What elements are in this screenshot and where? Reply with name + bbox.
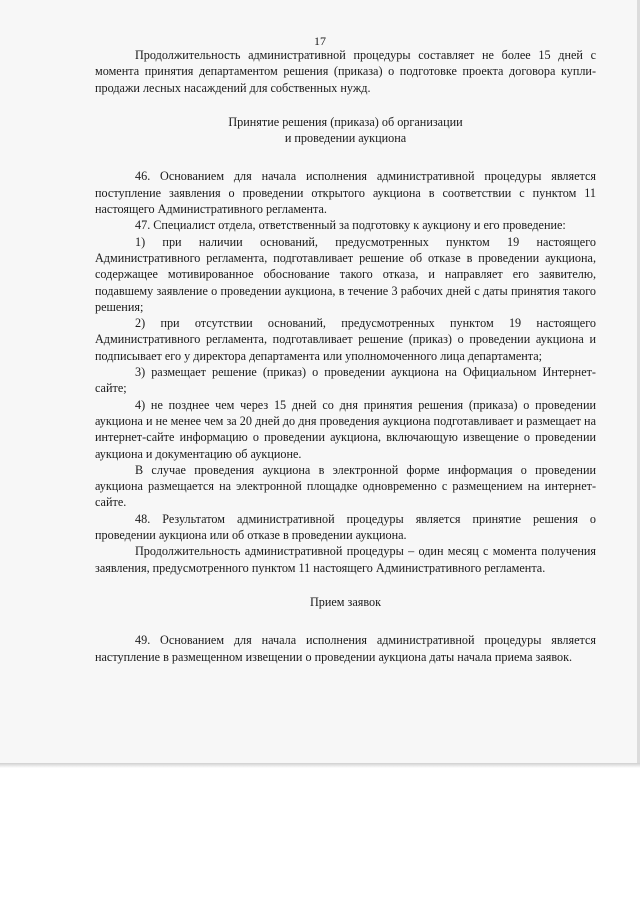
section-heading-applications: Прием заявок — [309, 594, 382, 609]
paragraph-47-item-2: 2) при отсутствии оснований, предусмотренных пунктом 19 настоящего Административного регламента, подготавливает решение (приказ) о проведении аукциона и подписывает его у директора департамента или уполномоченного лица департамента; — [95, 316, 596, 363]
paragraph-46: 46. Основанием для начала исполнения административной процедуры является поступление заявления о проведении открытого аукциона в соответствии с пунктом 11 настоящего Административного регламента. — [95, 169, 596, 217]
paragraph-49: 49. Основанием для начала исполнения административной процедуры является наступление в размещенном извещении о проведении аукциона даты начала приема заявок. — [95, 633, 596, 664]
document-body — [95, 47, 596, 665]
paragraph-47-electronic: В случае проведения аукциона в электронной форме информация о проведении аукциона размещается на электронной площадке одновременно с размещением на интернет-сайте. — [95, 462, 596, 510]
section-heading-auction-line1: Принятие решения (приказа) об организации — [228, 114, 463, 129]
page-bottom-shadow — [0, 763, 640, 768]
section-heading-auction-line2: и проведении аукциона — [284, 131, 407, 146]
paragraph-intro: Продолжительность административной процедуры составляет не более 15 дней с момента принятия департаментом решения (приказа) о подготовке проекта договора купли-продажи лесных насаждений для собственных нужд. — [95, 48, 596, 95]
paragraph-48: 48. Результатом административной процедуры является принятие решения о проведении аукциона или об отказе в проведении аукциона. — [95, 511, 596, 543]
page-number: 17 — [314, 34, 326, 48]
paragraph-47: 47. Специалист отдела, ответственный за подготовку к аукциону и его проведение: — [135, 218, 566, 233]
paragraph-47-item-4: 4) не позднее чем через 15 дней со дня принятия решения (приказа) о проведении аукциона и не менее чем за 20 дней до дня проведения аукциона подготавливает и размещает на интернет-сайте информацию о проведении аукциона, включающую извещение о проведении аукциона и документацию об аукционе. — [95, 397, 596, 461]
paragraph-47-item-3: 3) размещает решение (приказ) о проведении аукциона на Официальном Интернет-сайте; — [95, 365, 596, 396]
paragraph-48-duration: Продолжительность административной процедуры – один месяц с момента получения заявления, предусмотренного пунктом 11 настоящего Административного регламента. — [95, 544, 596, 575]
paragraph-47-item-1: 1) при наличии оснований, предусмотренных пунктом 19 настоящего Административного регламента, подготавливает решение об отказе в проведении аукциона, содержащее мотивированное обоснование такого отказа, и направляет его заявителю, подавшему заявление о проведении аукциона, в течение 3 рабочих дней с даты принятия такого решения; — [95, 234, 596, 314]
